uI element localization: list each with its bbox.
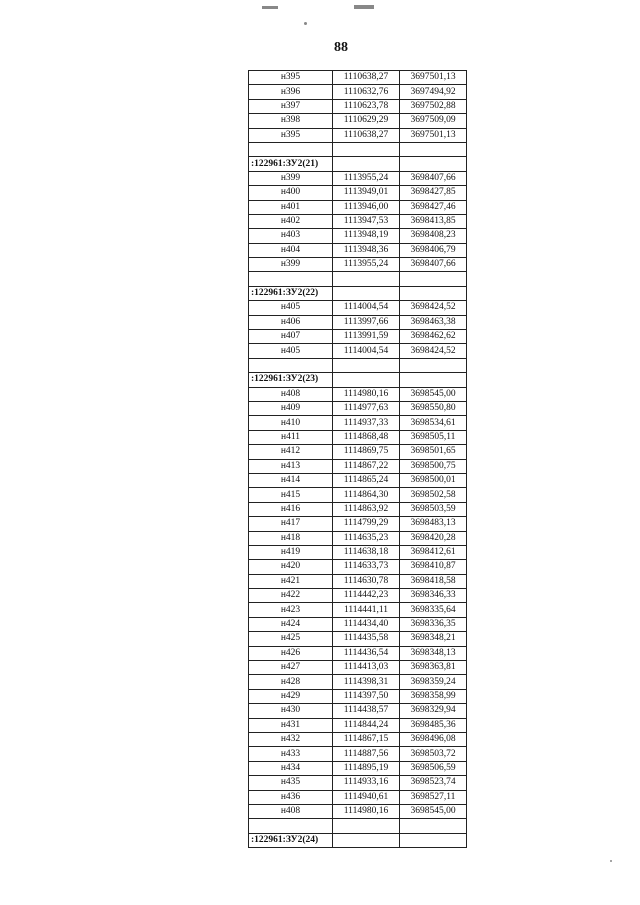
table-row	[249, 401, 467, 415]
coord-y: 3697502,88	[400, 99, 467, 113]
coord-y: 3698501,65	[400, 445, 467, 459]
point-name: н396	[249, 85, 333, 99]
coord-y: 3698408,23	[400, 229, 467, 243]
point-name: н416	[249, 502, 333, 516]
empty-cell	[400, 833, 467, 847]
scan-speck	[610, 860, 612, 862]
table-row	[249, 589, 467, 603]
table-row	[249, 632, 467, 646]
point-name: н406	[249, 315, 333, 329]
table-row	[249, 243, 467, 257]
coord-y: 3698363,81	[400, 661, 467, 675]
table-row	[249, 301, 467, 315]
coord-y: 3698545,00	[400, 387, 467, 401]
point-name: н427	[249, 661, 333, 675]
point-name: н414	[249, 473, 333, 487]
coord-x: 1114442,23	[333, 589, 400, 603]
coord-y: 3698483,13	[400, 517, 467, 531]
table-row	[249, 445, 467, 459]
coord-x: 1113955,24	[333, 258, 400, 272]
coord-y: 3698335,64	[400, 603, 467, 617]
point-name: н401	[249, 200, 333, 214]
coord-x: 1114435,58	[333, 632, 400, 646]
point-name: н433	[249, 747, 333, 761]
coord-x: 1114441,11	[333, 603, 400, 617]
coord-y: 3698523,74	[400, 776, 467, 790]
table-row	[249, 114, 467, 128]
coord-y: 3698420,28	[400, 531, 467, 545]
coord-x: 1114887,56	[333, 747, 400, 761]
point-name: н398	[249, 114, 333, 128]
empty-cell	[333, 358, 400, 372]
table-row	[249, 747, 467, 761]
blank-row	[249, 272, 467, 286]
coord-y: 3698485,36	[400, 718, 467, 732]
table-row	[249, 459, 467, 473]
empty-cell	[400, 142, 467, 156]
point-name: н428	[249, 675, 333, 689]
coord-y: 3698358,99	[400, 689, 467, 703]
coord-x: 1114868,48	[333, 430, 400, 444]
coord-x: 1113991,59	[333, 330, 400, 344]
coord-x: 1114398,31	[333, 675, 400, 689]
blank-row	[249, 358, 467, 372]
empty-cell	[333, 272, 400, 286]
point-name: н429	[249, 689, 333, 703]
table-row	[249, 85, 467, 99]
empty-cell	[333, 157, 400, 171]
table-row	[249, 430, 467, 444]
table-row	[249, 603, 467, 617]
empty-cell	[400, 819, 467, 833]
coord-y: 3698503,59	[400, 502, 467, 516]
scan-speck	[304, 22, 307, 25]
table-row	[249, 675, 467, 689]
table-row	[249, 502, 467, 516]
coord-x: 1113997,66	[333, 315, 400, 329]
empty-cell	[400, 157, 467, 171]
empty-cell	[400, 373, 467, 387]
empty-cell	[333, 833, 400, 847]
point-name: н418	[249, 531, 333, 545]
parcel-id: :122961:ЗУ2(21)	[249, 157, 333, 171]
point-name: н410	[249, 416, 333, 430]
point-name: н432	[249, 732, 333, 746]
table-row	[249, 761, 467, 775]
coord-y: 3698359,24	[400, 675, 467, 689]
table-row	[249, 315, 467, 329]
coord-y: 3698424,52	[400, 301, 467, 315]
scan-smudge	[262, 6, 278, 9]
coord-x: 1113948,19	[333, 229, 400, 243]
coord-y: 3698500,01	[400, 473, 467, 487]
coord-y: 3698348,13	[400, 646, 467, 660]
table-row	[249, 488, 467, 502]
coord-y: 3698412,61	[400, 545, 467, 559]
point-name: н407	[249, 330, 333, 344]
coord-x: 1114844,24	[333, 718, 400, 732]
table-row	[249, 200, 467, 214]
table-row	[249, 689, 467, 703]
point-name: н435	[249, 776, 333, 790]
point-name: н421	[249, 574, 333, 588]
coord-x: 1114635,23	[333, 531, 400, 545]
coord-y: 3698503,72	[400, 747, 467, 761]
table-row	[249, 473, 467, 487]
coord-x: 1114865,24	[333, 473, 400, 487]
parcel-id: :122961:ЗУ2(24)	[249, 833, 333, 847]
table-row	[249, 416, 467, 430]
table-row	[249, 804, 467, 818]
table-row	[249, 214, 467, 228]
coord-y: 3697494,92	[400, 85, 467, 99]
coord-x: 1114940,61	[333, 790, 400, 804]
coord-x: 1114436,54	[333, 646, 400, 660]
coord-x: 1114633,73	[333, 560, 400, 574]
empty-cell	[333, 286, 400, 300]
point-name: н408	[249, 804, 333, 818]
coord-y: 3698346,33	[400, 589, 467, 603]
parcel-id: :122961:ЗУ2(23)	[249, 373, 333, 387]
coord-x: 1114004,54	[333, 301, 400, 315]
point-name: н397	[249, 99, 333, 113]
parcel-header-row	[249, 373, 467, 387]
coord-y: 3698424,52	[400, 344, 467, 358]
point-name: н408	[249, 387, 333, 401]
point-name: н411	[249, 430, 333, 444]
point-name: н419	[249, 545, 333, 559]
coord-x: 1114869,75	[333, 445, 400, 459]
coord-y: 3698502,58	[400, 488, 467, 502]
coord-y: 3698329,94	[400, 704, 467, 718]
coord-y: 3697509,09	[400, 114, 467, 128]
table-row	[249, 732, 467, 746]
parcel-header-row	[249, 833, 467, 847]
parcel-header-row	[249, 157, 467, 171]
coord-y: 3698506,59	[400, 761, 467, 775]
coord-x: 1110638,27	[333, 128, 400, 142]
empty-cell	[333, 819, 400, 833]
table-row	[249, 718, 467, 732]
point-name: н413	[249, 459, 333, 473]
point-name: н395	[249, 71, 333, 85]
point-name: н405	[249, 301, 333, 315]
table-row	[249, 790, 467, 804]
empty-cell	[333, 142, 400, 156]
coord-x: 1114937,33	[333, 416, 400, 430]
coord-y: 3698407,66	[400, 258, 467, 272]
empty-cell	[249, 358, 333, 372]
coord-x: 1113947,53	[333, 214, 400, 228]
empty-cell	[249, 819, 333, 833]
point-name: н403	[249, 229, 333, 243]
table-row	[249, 229, 467, 243]
point-name: н426	[249, 646, 333, 660]
table-row	[249, 171, 467, 185]
empty-cell	[249, 272, 333, 286]
coordinates-table	[248, 70, 467, 848]
coord-x: 1114434,40	[333, 617, 400, 631]
point-name: н412	[249, 445, 333, 459]
coord-y: 3698462,62	[400, 330, 467, 344]
coord-x: 1114895,19	[333, 761, 400, 775]
point-name: н430	[249, 704, 333, 718]
table-row	[249, 344, 467, 358]
coord-x: 1113955,24	[333, 171, 400, 185]
coord-x: 1110623,78	[333, 99, 400, 113]
coord-y: 3698496,08	[400, 732, 467, 746]
point-name: н405	[249, 344, 333, 358]
table-row	[249, 531, 467, 545]
coord-y: 3698545,00	[400, 804, 467, 818]
table-row	[249, 330, 467, 344]
point-name: н420	[249, 560, 333, 574]
point-name: н399	[249, 171, 333, 185]
coord-x: 1114980,16	[333, 387, 400, 401]
coord-x: 1114638,18	[333, 545, 400, 559]
point-name: н417	[249, 517, 333, 531]
table-row	[249, 99, 467, 113]
parcel-id: :122961:ЗУ2(22)	[249, 286, 333, 300]
table-row	[249, 517, 467, 531]
coord-y: 3698500,75	[400, 459, 467, 473]
coord-y: 3698336,35	[400, 617, 467, 631]
blank-row	[249, 142, 467, 156]
coord-x: 1110638,27	[333, 71, 400, 85]
coord-y: 3698407,66	[400, 171, 467, 185]
point-name: н409	[249, 401, 333, 415]
coord-x: 1114799,29	[333, 517, 400, 531]
page-number: 88	[334, 40, 348, 55]
coordinates-table-body	[249, 71, 467, 848]
coord-x: 1114397,50	[333, 689, 400, 703]
coord-y: 3698550,80	[400, 401, 467, 415]
coord-x: 1114977,63	[333, 401, 400, 415]
table-row	[249, 71, 467, 85]
coord-x: 1114980,16	[333, 804, 400, 818]
coord-y: 3697501,13	[400, 71, 467, 85]
coord-y: 3698505,11	[400, 430, 467, 444]
coord-x: 1114867,15	[333, 732, 400, 746]
table-row	[249, 646, 467, 660]
empty-cell	[333, 373, 400, 387]
point-name: н434	[249, 761, 333, 775]
coord-x: 1114933,16	[333, 776, 400, 790]
table-row	[249, 560, 467, 574]
coord-y: 3698427,85	[400, 186, 467, 200]
coord-x: 1114863,92	[333, 502, 400, 516]
empty-cell	[249, 142, 333, 156]
coord-y: 3698527,11	[400, 790, 467, 804]
coord-y: 3698410,87	[400, 560, 467, 574]
table-row	[249, 186, 467, 200]
point-name: н400	[249, 186, 333, 200]
coord-y: 3698406,79	[400, 243, 467, 257]
coord-x: 1113948,36	[333, 243, 400, 257]
table-row	[249, 387, 467, 401]
table-row	[249, 661, 467, 675]
table-row	[249, 704, 467, 718]
empty-cell	[400, 358, 467, 372]
point-name: н424	[249, 617, 333, 631]
parcel-header-row	[249, 286, 467, 300]
point-name: н431	[249, 718, 333, 732]
point-name: н422	[249, 589, 333, 603]
table-row	[249, 128, 467, 142]
coord-x: 1114438,57	[333, 704, 400, 718]
coord-x: 1114867,22	[333, 459, 400, 473]
coord-y: 3698463,38	[400, 315, 467, 329]
point-name: н404	[249, 243, 333, 257]
coord-y: 3698534,61	[400, 416, 467, 430]
coord-x: 1114630,78	[333, 574, 400, 588]
point-name: н436	[249, 790, 333, 804]
point-name: н402	[249, 214, 333, 228]
coord-x: 1114864,30	[333, 488, 400, 502]
point-name: н395	[249, 128, 333, 142]
empty-cell	[400, 272, 467, 286]
coord-y: 3698348,21	[400, 632, 467, 646]
blank-row	[249, 819, 467, 833]
coord-x: 1113946,00	[333, 200, 400, 214]
coord-y: 3698418,58	[400, 574, 467, 588]
coord-y: 3698427,46	[400, 200, 467, 214]
coord-y: 3697501,13	[400, 128, 467, 142]
table-row	[249, 545, 467, 559]
coord-x: 1110629,29	[333, 114, 400, 128]
coord-y: 3698413,85	[400, 214, 467, 228]
table-row	[249, 574, 467, 588]
table-row	[249, 258, 467, 272]
point-name: н423	[249, 603, 333, 617]
point-name: н425	[249, 632, 333, 646]
coord-x: 1114004,54	[333, 344, 400, 358]
point-name: н415	[249, 488, 333, 502]
empty-cell	[400, 286, 467, 300]
coord-x: 1110632,76	[333, 85, 400, 99]
table-row	[249, 776, 467, 790]
coord-x: 1113949,01	[333, 186, 400, 200]
point-name: н399	[249, 258, 333, 272]
scan-smudge	[354, 5, 374, 9]
table-row	[249, 617, 467, 631]
coord-x: 1114413,03	[333, 661, 400, 675]
